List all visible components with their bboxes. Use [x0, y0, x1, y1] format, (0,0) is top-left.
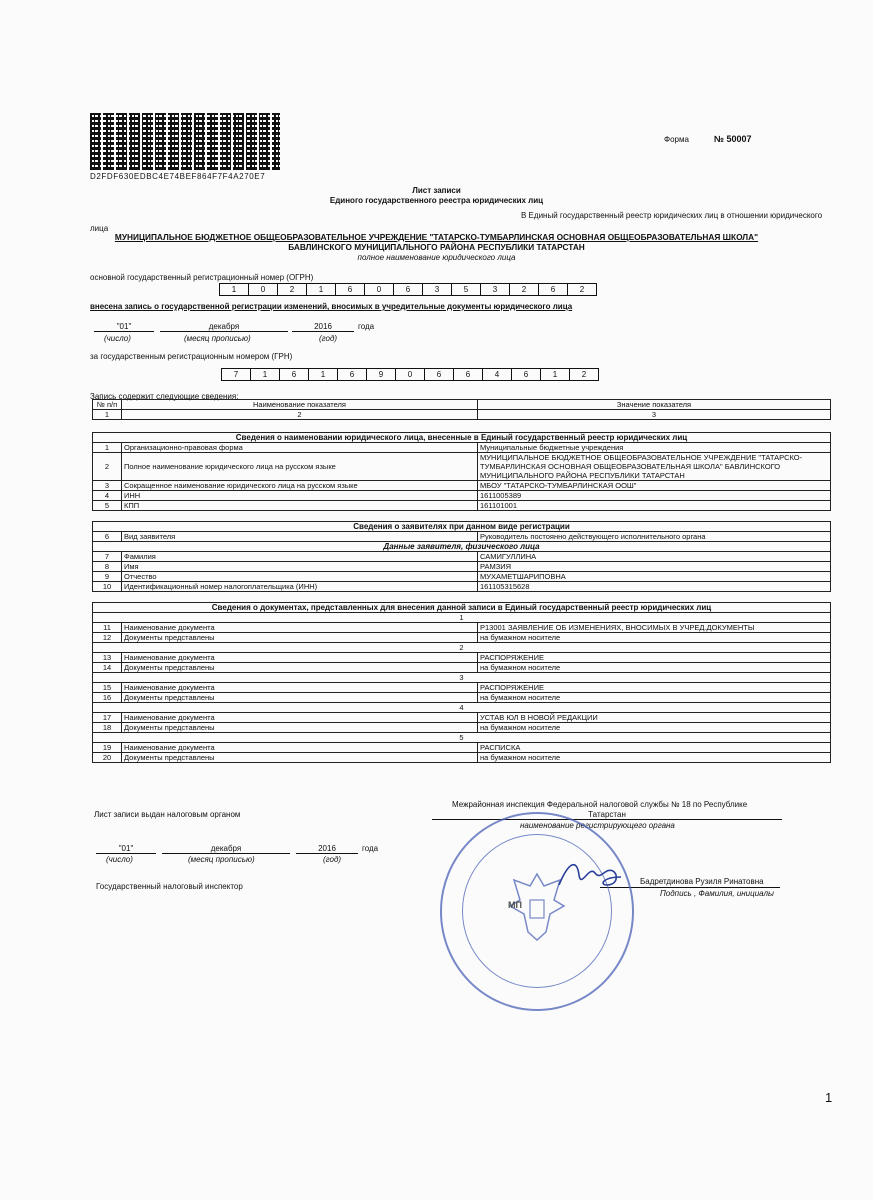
row-value: на бумажном носителе [478, 663, 831, 673]
row-num: 14 [93, 663, 122, 673]
row-num: 11 [93, 623, 122, 633]
col-value-header: Значение показателя [478, 400, 831, 410]
row-name: Наименование документа [122, 743, 478, 753]
row-name: Документы представлены [122, 633, 478, 643]
row-num: 20 [93, 753, 122, 763]
issued-label: Лист записи выдан налоговым органом [94, 810, 241, 819]
row-name: Имя [122, 562, 478, 572]
issue-month-caption: (месяц прописью) [188, 855, 255, 864]
grn-digit: 1 [308, 368, 338, 381]
row-value: МУХАМЕТШАРИПОВНА [478, 572, 831, 582]
year-caption: (год) [319, 334, 338, 343]
handwritten-signature [555, 855, 625, 895]
row-name: Вид заявителя [122, 532, 478, 542]
ogrn-boxes [220, 283, 597, 296]
entry-label: внесена запись о государственной регистрации изменений, вносимых в учредительные документы юридического лица [90, 302, 573, 311]
grn-boxes [222, 368, 599, 381]
issue-year-word: года [362, 844, 379, 853]
intro-text: В Единый государственный реестр юридических лиц в отношении юридического [521, 211, 823, 220]
inspector-label: Государственный налоговый инспектор [96, 882, 243, 891]
row-value: на бумажном носителе [478, 693, 831, 703]
row-num: 1 [93, 443, 122, 453]
ogrn-label: основной государственный регистрационный номер (ОГРН) [90, 273, 314, 282]
ogrn-digit: 6 [538, 283, 568, 296]
authority-line1: Межрайонная инспекция Федеральной налоговой службы № 18 по Республике [452, 800, 748, 809]
grn-digit: 6 [453, 368, 483, 381]
grn-digit: 1 [540, 368, 570, 381]
grn-digit: 9 [366, 368, 396, 381]
entry-year: 2016 [292, 322, 354, 332]
row-num: 4 [93, 491, 122, 501]
row-num: 7 [93, 552, 122, 562]
row-value: Муниципальные бюджетные учреждения [478, 443, 831, 453]
row-num: 12 [93, 633, 122, 643]
row-value: САМИГУЛЛИНА [478, 552, 831, 562]
row-num: 10 [93, 582, 122, 592]
org-caption: полное наименование юридического лица [357, 253, 516, 262]
row-name: Документы представлены [122, 693, 478, 703]
ogrn-digit: 1 [306, 283, 336, 296]
group-number: 3 [93, 673, 831, 683]
row-name: Наименование документа [122, 653, 478, 663]
official-stamp [440, 812, 634, 1011]
grn-digit: 4 [482, 368, 512, 381]
col-index: 3 [478, 410, 831, 420]
grn-digit: 1 [250, 368, 280, 381]
row-value: Руководитель постоянно действующего исполнительного органа [478, 532, 831, 542]
ogrn-digit: 1 [219, 283, 249, 296]
row-value: РАСПОРЯЖЕНИЕ [478, 653, 831, 663]
issue-day-caption: (число) [106, 855, 133, 864]
barcode [90, 113, 280, 170]
row-value: МУНИЦИПАЛЬНОЕ БЮДЖЕТНОЕ ОБЩЕОБРАЗОВАТЕЛЬНОЕ УЧРЕЖДЕНИЕ "ТАТАРСКО-ТУМБАРЛИНСКАЯ ОСНОВНАЯ ОБЩЕОБРАЗОВАТЕЛЬНАЯ ШКОЛА" БАВЛИНСКОГО МУНИЦИПАЛЬНОГО РАЙОНА РЕСПУБЛИКИ ТАТАРСТАН [478, 453, 831, 481]
row-name: Фамилия [122, 552, 478, 562]
row-num: 5 [93, 501, 122, 511]
title-2: Единого государственного реестра юридических лиц [329, 196, 544, 205]
subsection-title: Данные заявителя, физического лица [93, 542, 831, 552]
grn-digit: 0 [395, 368, 425, 381]
signer-caption: Подпись , Фамилия, инициалы [660, 889, 774, 898]
row-value: РАСПОРЯЖЕНИЕ [478, 683, 831, 693]
row-name: Организационно-правовая форма [122, 443, 478, 453]
stamp-mp-label: МП [508, 900, 522, 910]
row-name: Полное наименование юридического лица на русском языке [122, 453, 478, 481]
row-num: 3 [93, 481, 122, 491]
row-name: Сокращенное наименование юридического лица на русском языке [122, 481, 478, 491]
col-num-header: № п/п [93, 400, 122, 410]
ogrn-digit: 0 [248, 283, 278, 296]
row-value: МБОУ "ТАТАРСКО-ТУМБАРЛИНСКАЯ ООШ" [478, 481, 831, 491]
ogrn-digit: 5 [451, 283, 481, 296]
org-name-line1: МУНИЦИПАЛЬНОЕ БЮДЖЕТНОЕ ОБЩЕОБРАЗОВАТЕЛЬНОЕ УЧРЕЖДЕНИЕ "ТАТАРСКО-ТУМБАРЛИНСКАЯ ОСНОВНАЯ ОБЩЕОБРАЗОВАТЕЛЬНАЯ ШКОЛА" [114, 232, 759, 242]
row-value: 161105315628 [478, 582, 831, 592]
records-table [92, 399, 831, 763]
ogrn-digit: 3 [480, 283, 510, 296]
row-value: УСТАВ ЮЛ В НОВОЙ РЕДАКЦИИ [478, 713, 831, 723]
issue-day: "01" [96, 844, 156, 854]
row-value: РАМЗИЯ [478, 562, 831, 572]
row-num: 17 [93, 713, 122, 723]
section-title: Сведения о заявителях при данном виде регистрации [93, 522, 831, 532]
row-value: на бумажном носителе [478, 633, 831, 643]
group-number: 5 [93, 733, 831, 743]
col-index: 2 [122, 410, 478, 420]
issue-month: декабря [162, 844, 290, 854]
row-num: 18 [93, 723, 122, 733]
org-name-line2: БАВЛИНСКОГО МУНИЦИПАЛЬНОГО РАЙОНА РЕСПУБЛИКИ ТАТАРСТАН [288, 242, 585, 252]
row-name: Отчество [122, 572, 478, 582]
grn-label: за государственным регистрационным номером (ГРН) [90, 352, 293, 361]
row-name: КПП [122, 501, 478, 511]
signer-name: Бадретдинова Рузиля Ринатовна [640, 877, 764, 886]
issue-year-caption: (год) [323, 855, 342, 864]
entry-day: "01" [94, 322, 154, 332]
grn-digit: 6 [511, 368, 541, 381]
entry-year-word: года [358, 322, 375, 331]
authority-line2: Татарстан [432, 810, 782, 820]
ogrn-digit: 3 [422, 283, 452, 296]
row-name: ИНН [122, 491, 478, 501]
row-name: Документы представлены [122, 723, 478, 733]
grn-digit: 6 [337, 368, 367, 381]
row-value: на бумажном носителе [478, 723, 831, 733]
col-index: 1 [93, 410, 122, 420]
row-name: Документы представлены [122, 663, 478, 673]
contains-label: Запись содержит следующие сведения: [90, 392, 239, 401]
form-number: № 50007 [714, 134, 752, 144]
section-title: Сведения о документах, представленных для внесения данной записи в Единый государственный реестр юридических лиц [93, 603, 831, 613]
issue-year: 2016 [296, 844, 358, 854]
row-num: 15 [93, 683, 122, 693]
row-name: Идентификационный номер налогоплательщика (ИНН) [122, 582, 478, 592]
group-number: 4 [93, 703, 831, 713]
row-value: РАСПИСКА [478, 743, 831, 753]
month-caption: (месяц прописью) [184, 334, 251, 343]
col-name-header: Наименование показателя [122, 400, 478, 410]
grn-digit: 6 [424, 368, 454, 381]
row-num: 8 [93, 562, 122, 572]
entry-month: декабря [160, 322, 288, 332]
row-name: Наименование документа [122, 683, 478, 693]
section-title: Сведения о наименовании юридического лица, внесенные в Единый государственный реестр юридических лиц [93, 433, 831, 443]
row-value: на бумажном носителе [478, 753, 831, 763]
grn-digit: 6 [279, 368, 309, 381]
form-label: Форма [664, 135, 689, 144]
ogrn-digit: 0 [364, 283, 394, 296]
day-caption: (число) [104, 334, 131, 343]
grn-digit: 2 [569, 368, 599, 381]
ogrn-digit: 6 [335, 283, 365, 296]
row-num: 19 [93, 743, 122, 753]
title-1: Лист записи [412, 186, 461, 195]
row-num: 9 [93, 572, 122, 582]
row-name: Наименование документа [122, 713, 478, 723]
row-value: 1611005389 [478, 491, 831, 501]
group-number: 2 [93, 643, 831, 653]
grn-digit: 7 [221, 368, 251, 381]
row-num: 16 [93, 693, 122, 703]
ogrn-digit: 2 [567, 283, 597, 296]
barcode-code: D2FDF630EDBC4E74BEF864F7F4A270E7 [90, 172, 266, 181]
ogrn-digit: 2 [509, 283, 539, 296]
row-name: Наименование документа [122, 623, 478, 633]
row-value: Р13001 ЗАЯВЛЕНИЕ ОБ ИЗМЕНЕНИЯХ, ВНОСИМЫХ В УЧРЕД.ДОКУМЕНТЫ [478, 623, 831, 633]
intro-text-2: лица [90, 224, 109, 233]
row-num: 2 [93, 453, 122, 481]
group-number: 1 [93, 613, 831, 623]
row-num: 6 [93, 532, 122, 542]
ogrn-digit: 6 [393, 283, 423, 296]
authority-caption: наименование регистрирующего органа [520, 821, 675, 830]
row-num: 13 [93, 653, 122, 663]
page-number: 1 [825, 1090, 833, 1105]
row-value: 161101001 [478, 501, 831, 511]
ogrn-digit: 2 [277, 283, 307, 296]
row-name: Документы представлены [122, 753, 478, 763]
